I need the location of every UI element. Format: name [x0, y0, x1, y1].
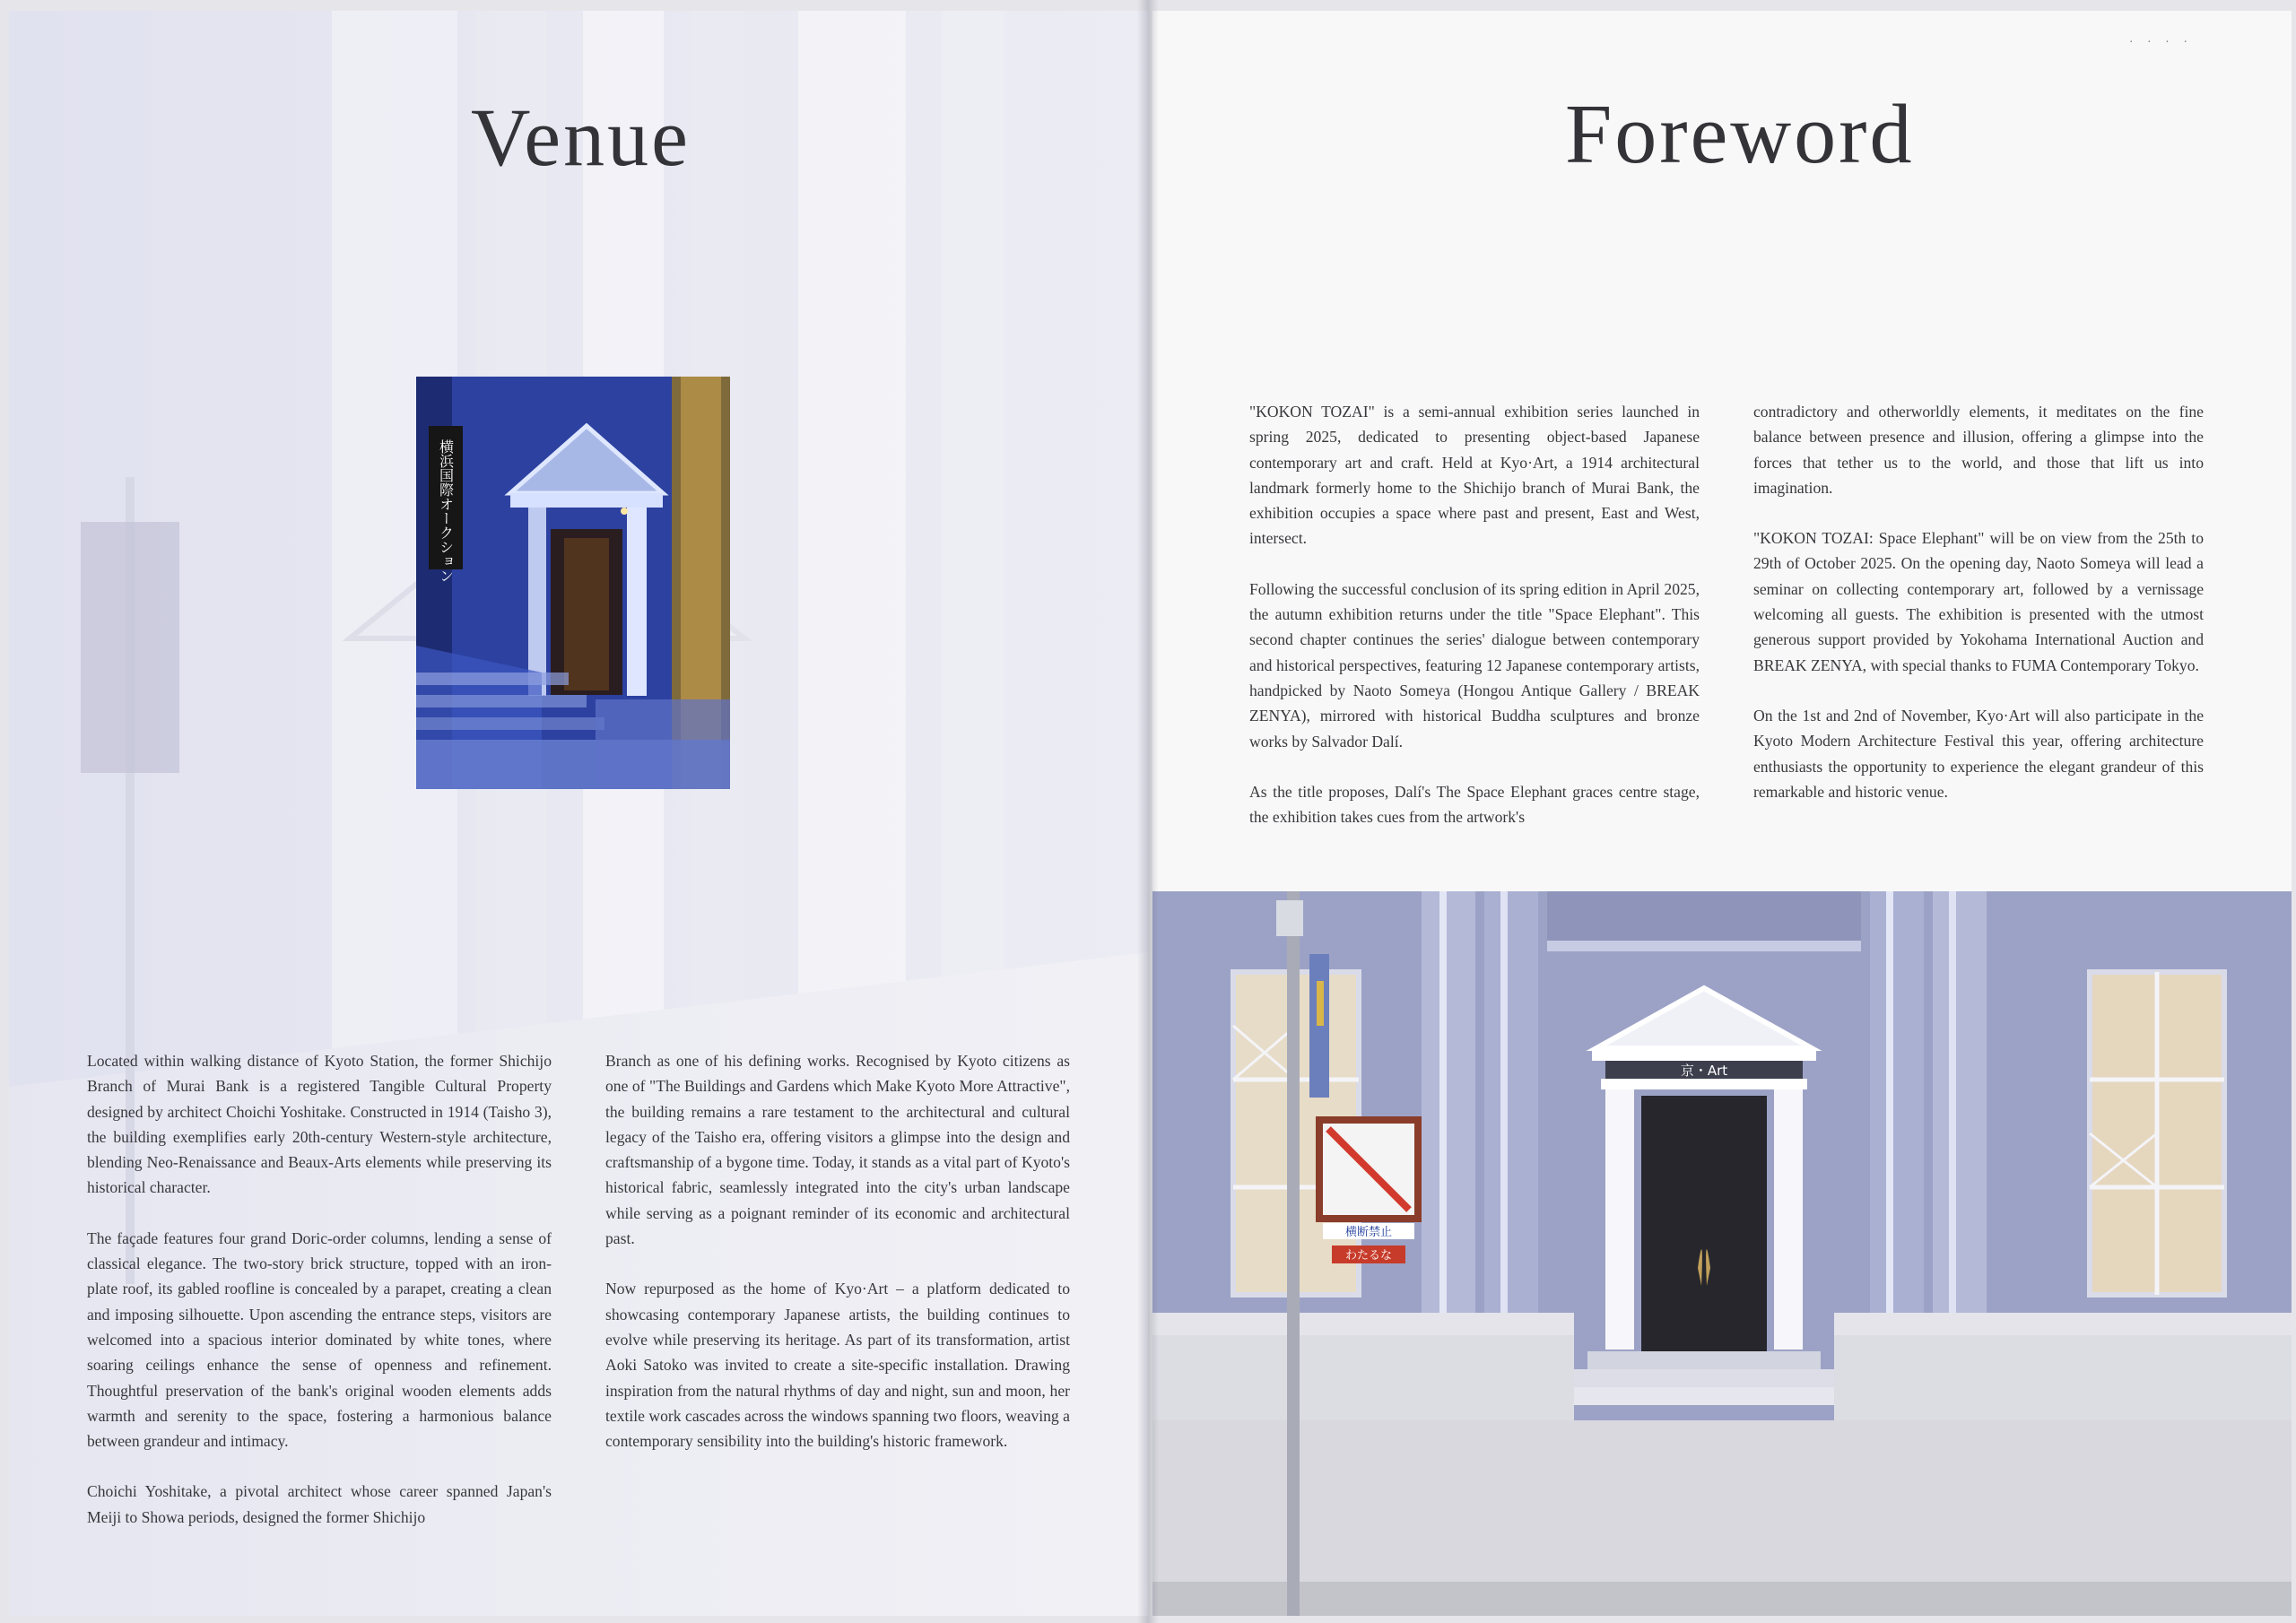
foreword-text-column-2 — [1753, 399, 2204, 804]
paragraph: contradictory and otherworldly elements, it meditates on the fine balance between presence and illusion, offering a glimpse into the forces that tether us to the world, and those that lift us into imagination. — [1753, 403, 2204, 497]
paragraph: "KOKON TOZAI: Space Elephant" will be on view from the 25th to 29th of October 2025. On the opening day, Naoto Someya will lead a seminar on collecting contemporary art, followed by a vernissage welcoming all guests. The exhibition is presented with the utmost generous support provided by Yokohama International Auction and BREAK ZENYA, with special thanks to FUMA Contemporary Tokyo. — [1753, 529, 2204, 674]
paragraph: The façade features four grand Doric-order columns, lending a sense of classical elegance. The two-story brick structure, topped with an iron-plate roof, its gabled roofline is concealed by a parapet, creating a clean and imposing silhouette. Upon ascending the entrance steps, visitors are welcomed into a spacious interior dominated by white tones, where soaring ceilings enhance the sense of openness and refinement. Thoughtful preservation of the bank's original wooden elements adds warmth and serenity to the space, fostering a harmonious balance between grandeur and intimacy. — [87, 1228, 552, 1451]
foreword-text-column-1 — [1249, 399, 1700, 829]
venue-page — [9, 11, 1148, 1616]
paragraph: On the 1st and 2nd of November, Kyo·Art will also participate in the Kyoto Modern Architecture Festival this year, offering architecture enthusiasts the opportunity to experience the elegant grandeur of this remarkable and historic venue. — [1753, 706, 2204, 801]
venue-text-column-1 — [87, 1048, 552, 1530]
page-title: Foreword — [1565, 88, 1915, 181]
no-crossing-sign: 横断禁止 — [1344, 1226, 1393, 1239]
building-facade-photo — [1152, 891, 2292, 1616]
venue-text-column-2 — [605, 1048, 1070, 1454]
paragraph: As the title proposes, Dalí's The Space Elephant graces centre stage, the exhibition takes cues from the artwork's — [1249, 782, 1700, 827]
paragraph: Located within walking distance of Kyoto Station, the former Shichijo Branch of Murai Bank is a registered Tangible Cultural Property designed by architect Choichi Yoshitake. Constructed in 1914 (Taisho 3), the building exemplifies early 20th-century Western-style architecture, blending Neo-Renaissance and Beaux-Arts elements while preserving its historical character. — [87, 1052, 552, 1197]
paragraph: "KOKON TOZAI" is a semi-annual exhibition series launched in spring 2025, dedicated to presenting object-based Japanese contemporary art and craft. Held at Kyo·Art, a 1914 architectural landmark formerly home to the Shichijo branch of Murai Bank, the exhibition occupies a space where past and present, East and West, intersect. — [1249, 403, 1700, 548]
auction-banner-text: 横浜国際オークション — [437, 439, 455, 583]
paragraph: Choichi Yoshitake, a pivotal architect whose career spanned Japan's Meiji to Showa periods, designed the former Shichijo — [87, 1482, 552, 1526]
venue-night-photo — [416, 377, 730, 789]
scan-artifact: · · · · — [2128, 36, 2193, 49]
page-title: Venue — [471, 91, 691, 183]
paragraph: Now repurposed as the home of Kyo·Art – a platform dedicated to showcasing contemporary Japanese artists, the building continues to evolve while preserving its heritage. As part of its transformation, artist Aoki Satoko was invited to create a site-specific installation. Drawing inspiration from the natural rhythms of day and night, sun and moon, her textile work cascades across the windows spanning two floors, weaving a contemporary sensibility into the building's historic framework. — [605, 1280, 1070, 1451]
kyo-art-sign: 京・Art — [1680, 1063, 1728, 1079]
dont-cross-sign: わたるな — [1344, 1249, 1393, 1263]
page-gutter — [1137, 0, 1159, 1623]
paragraph: Following the successful conclusion of its spring edition in April 2025, the autumn exhibition returns under the title "Space Elephant". This second chapter continues the series' dialogue between contemporary and historical perspectives, featuring 12 Japanese contemporary artists, handpicked by Naoto Someya (Hongou Antique Gallery / BREAK ZENYA), mirrored with historical Buddha sculptures and bronze works by Salvador Dalí. — [1249, 579, 1700, 751]
foreword-page — [1152, 11, 2292, 1616]
paragraph: Branch as one of his defining works. Recognised by Kyoto citizens as one of "The Buildings and Gardens which Make Kyoto More Attractive", the building remains a rare testament to the architectural and cultural legacy of the Taisho era, offering visitors a glimpse into the design and craftsmanship of a bygone time. Today, it stands as a vital part of Kyoto's historical fabric, seamlessly integrated into the city's urban landscape while serving as a poignant reminder of its economic and architectural past. — [605, 1052, 1070, 1248]
